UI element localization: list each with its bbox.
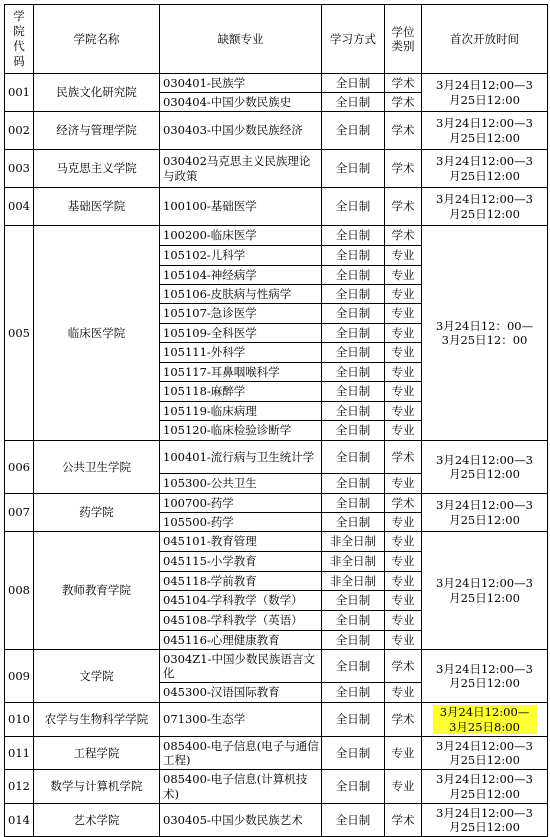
open-time-text: 3月24日12:00—3月25日12:00	[436, 498, 533, 527]
header-mode-text: 学习方式	[330, 31, 376, 46]
study-mode-text: 全日制	[335, 476, 371, 491]
study-mode	[322, 804, 385, 837]
degree-type-text: 专业	[391, 476, 415, 491]
study-mode-text: 非全日制	[330, 573, 376, 588]
degree-type	[385, 494, 422, 513]
open-time-text: 3月24日12:00—3月25日12:00	[436, 805, 533, 834]
study-mode	[322, 363, 385, 382]
open-time	[422, 650, 548, 703]
open-time	[422, 737, 548, 770]
major-name	[160, 266, 322, 285]
study-mode	[322, 226, 385, 246]
college-code-text: 001	[8, 85, 30, 100]
degree-type	[385, 150, 422, 188]
degree-type-text: 专业	[391, 267, 415, 282]
degree-type	[385, 266, 422, 285]
college-name-text: 药学院	[79, 505, 114, 520]
major-name	[160, 112, 322, 150]
degree-type	[385, 532, 422, 552]
degree-type-text: 学术	[391, 75, 415, 90]
college-name-text: 文学院	[79, 668, 114, 683]
study-mode-text: 全日制	[335, 658, 371, 673]
study-mode-text: 全日制	[335, 228, 371, 243]
study-mode	[322, 572, 385, 591]
college-name	[34, 112, 160, 150]
header-code	[4, 4, 34, 74]
major-name	[160, 474, 322, 494]
degree-type	[385, 285, 422, 304]
study-mode	[322, 421, 385, 441]
study-mode-text: 全日制	[335, 384, 371, 399]
college-name-text: 数学与计算机学院	[50, 779, 143, 794]
open-time	[422, 770, 548, 804]
college-code-text: 005	[8, 325, 30, 340]
degree-type	[385, 770, 422, 804]
major-name-text: 045108-学科教学（英语）	[163, 613, 303, 628]
degree-type	[385, 402, 422, 421]
study-mode	[322, 266, 385, 285]
study-mode-text: 全日制	[335, 745, 371, 760]
degree-type-text: 学术	[391, 228, 415, 243]
degree-type	[385, 591, 422, 611]
degree-type-text: 专业	[391, 423, 415, 438]
open-time-text: 3月24日12:00—3月25日12:00	[436, 661, 533, 690]
college-code	[4, 770, 34, 804]
major-name-text: 045104-学科教学（数学）	[163, 593, 303, 608]
degree-type-text: 学术	[391, 812, 415, 827]
major-name	[160, 285, 322, 304]
major-name	[160, 552, 322, 572]
degree-type-text: 学术	[391, 199, 415, 214]
degree-type	[385, 513, 422, 532]
header-major	[160, 4, 322, 74]
college-name	[34, 804, 160, 837]
study-mode-text: 全日制	[335, 345, 371, 360]
degree-type	[385, 631, 422, 650]
vacancy-table	[4, 4, 548, 834]
degree-type	[385, 382, 422, 402]
major-name	[160, 188, 322, 226]
major-name	[160, 226, 322, 246]
college-code-text: 004	[8, 199, 30, 214]
college-name-text: 基础医学院	[67, 199, 126, 214]
study-mode	[322, 494, 385, 513]
college-code	[4, 494, 34, 532]
degree-type-text: 专业	[391, 779, 415, 794]
major-name-text: 105300-公共卫生	[163, 476, 257, 491]
study-mode	[322, 770, 385, 804]
major-name	[160, 382, 322, 402]
degree-type	[385, 552, 422, 572]
college-name-text: 公共卫生学院	[62, 459, 131, 474]
open-time	[422, 532, 548, 650]
header-time	[422, 4, 548, 74]
major-name-text: 105500-药学	[163, 514, 234, 529]
open-time-text: 3月24日12:00—3月25日12:00	[436, 452, 533, 481]
open-time-text: 3月24日12:00—3月25日12:00	[436, 576, 533, 605]
major-name-text: 105117-耳鼻咽喉科学	[163, 364, 280, 379]
college-name	[34, 650, 160, 703]
open-time-text: 3月24日12:00—3月25日12:00	[436, 116, 533, 145]
study-mode-text: 全日制	[335, 685, 371, 700]
study-mode	[322, 552, 385, 572]
degree-type-text: 专业	[391, 364, 415, 379]
degree-type-text: 专业	[391, 514, 415, 529]
college-name	[34, 532, 160, 650]
study-mode	[322, 591, 385, 611]
college-code	[4, 112, 34, 150]
study-mode-text: 全日制	[335, 94, 371, 109]
college-code-text: 008	[8, 583, 30, 598]
degree-type	[385, 304, 422, 324]
study-mode	[322, 737, 385, 770]
degree-type-text: 专业	[391, 593, 415, 608]
major-name-text: 105120-临床检验诊断学	[163, 423, 292, 438]
degree-type-text: 专业	[391, 573, 415, 588]
major-name	[160, 513, 322, 532]
degree-type-text: 学术	[391, 658, 415, 673]
degree-type	[385, 737, 422, 770]
major-name-text: 0304Z1-中国少数民族语言文化	[163, 651, 315, 680]
college-name	[34, 150, 160, 188]
major-name-text: 105119-临床病理	[163, 403, 257, 418]
degree-type-text: 学术	[391, 161, 415, 176]
header-major-text: 缺额专业	[217, 31, 264, 46]
degree-type-text: 学术	[391, 94, 415, 109]
study-mode-text: 全日制	[335, 161, 371, 176]
study-mode-text: 全日制	[335, 123, 371, 138]
major-name-text: 105106-皮肤病与性病学	[163, 286, 292, 301]
college-code-text: 012	[8, 779, 30, 794]
major-name	[160, 494, 322, 513]
open-time	[422, 804, 548, 837]
open-time	[422, 703, 548, 737]
major-name-text: 030403-中国少数民族经济	[163, 123, 303, 138]
college-name-text: 教师教育学院	[62, 583, 131, 598]
study-mode-text: 全日制	[335, 449, 371, 464]
study-mode-text: 全日制	[335, 325, 371, 340]
major-name-text: 045101-教育管理	[163, 534, 257, 549]
study-mode	[322, 150, 385, 188]
degree-type	[385, 650, 422, 683]
study-mode	[322, 402, 385, 421]
college-code-text: 009	[8, 668, 30, 683]
degree-type-text: 专业	[391, 306, 415, 321]
college-code-text: 002	[8, 123, 30, 138]
college-code-text: 007	[8, 505, 30, 520]
major-name	[160, 631, 322, 650]
open-time-text: 3月24日12:00—3月25日12:00	[436, 78, 533, 107]
degree-type	[385, 683, 422, 703]
major-name	[160, 324, 322, 343]
major-name	[160, 737, 322, 770]
college-name	[34, 188, 160, 226]
college-name-text: 工程学院	[73, 745, 120, 760]
degree-type-text: 专业	[391, 325, 415, 340]
study-mode-text: 非全日制	[330, 534, 376, 549]
college-name-text: 民族文化研究院	[56, 85, 137, 100]
degree-type-text: 专业	[391, 384, 415, 399]
study-mode-text: 全日制	[335, 364, 371, 379]
study-mode	[322, 703, 385, 737]
major-name-text: 105118-麻醉学	[163, 384, 246, 399]
open-time	[422, 150, 548, 188]
degree-type-text: 专业	[391, 403, 415, 418]
open-time-text: 3月24日12:00—3月25日8:00	[433, 705, 537, 734]
major-name	[160, 611, 322, 631]
study-mode-text: 全日制	[335, 75, 371, 90]
major-name-text: 105102-儿科学	[163, 248, 246, 263]
study-mode-text: 全日制	[335, 514, 371, 529]
degree-type-text: 学术	[391, 449, 415, 464]
major-name-text: 105109-全科医学	[163, 325, 257, 340]
study-mode-text: 全日制	[335, 632, 371, 647]
major-name	[160, 683, 322, 703]
study-mode-text: 全日制	[335, 199, 371, 214]
major-name-text: 105111-外科学	[163, 345, 246, 360]
study-mode-text: 全日制	[335, 306, 371, 321]
study-mode	[322, 382, 385, 402]
college-name	[34, 441, 160, 494]
degree-type-text: 专业	[391, 613, 415, 628]
degree-type-text: 专业	[391, 745, 415, 760]
open-time	[422, 226, 548, 441]
college-code-text: 011	[8, 745, 30, 760]
study-mode-text: 全日制	[335, 812, 371, 827]
open-time-text: 3月24日12:00—3月25日12:00	[436, 772, 533, 801]
college-code	[4, 226, 34, 441]
degree-type	[385, 188, 422, 226]
major-name	[160, 343, 322, 363]
degree-type	[385, 226, 422, 246]
college-name-text: 艺术学院	[73, 812, 120, 827]
study-mode-text: 全日制	[335, 248, 371, 263]
open-time	[422, 112, 548, 150]
header-code-text: 学院代码	[13, 9, 25, 68]
degree-type	[385, 246, 422, 266]
major-name-text: 045116-心理健康教育	[163, 632, 280, 647]
study-mode	[322, 532, 385, 552]
college-name	[34, 494, 160, 532]
major-name-text: 071300-生态学	[163, 712, 246, 727]
degree-type-text: 专业	[391, 554, 415, 569]
major-name-text: 045115-小学教育	[163, 554, 257, 569]
degree-type	[385, 112, 422, 150]
college-code	[4, 650, 34, 703]
degree-type	[385, 474, 422, 494]
study-mode-text: 全日制	[335, 495, 371, 510]
open-time-text: 3月24日12:00—3月25日12:00	[436, 154, 533, 183]
study-mode-text: 全日制	[335, 423, 371, 438]
major-name-text: 085400-电子信息(电子与通信工程)	[163, 738, 319, 767]
open-time	[422, 441, 548, 494]
major-name	[160, 363, 322, 382]
major-name-text: 100200-临床医学	[163, 228, 257, 243]
study-mode	[322, 188, 385, 226]
major-name	[160, 421, 322, 441]
major-name-text: 045118-学前教育	[163, 573, 257, 588]
degree-type-text: 学术	[391, 123, 415, 138]
study-mode	[322, 631, 385, 650]
degree-type	[385, 804, 422, 837]
header-college	[34, 4, 160, 74]
major-name-text: 030401-民族学	[163, 75, 246, 90]
study-mode	[322, 441, 385, 474]
study-mode	[322, 246, 385, 266]
college-name-text: 临床医学院	[67, 325, 126, 340]
major-name-text: 030404-中国少数民族史	[163, 94, 292, 109]
degree-type	[385, 421, 422, 441]
college-code	[4, 74, 34, 112]
study-mode	[322, 304, 385, 324]
major-name	[160, 591, 322, 611]
study-mode-text: 全日制	[335, 267, 371, 282]
college-code-text: 006	[8, 459, 30, 474]
study-mode-text: 全日制	[335, 712, 371, 727]
college-name-text: 马克思主义学院	[56, 161, 137, 176]
major-name-text: 105104-神经病学	[163, 267, 257, 282]
degree-type-text: 专业	[391, 632, 415, 647]
major-name	[160, 150, 322, 188]
study-mode	[322, 474, 385, 494]
major-name	[160, 246, 322, 266]
college-code-text: 003	[8, 161, 30, 176]
major-name-text: 100700-药学	[163, 495, 234, 510]
study-mode	[322, 74, 385, 93]
major-name	[160, 532, 322, 552]
study-mode	[322, 611, 385, 631]
major-name-text: 100100-基础医学	[163, 199, 257, 214]
study-mode-text: 全日制	[335, 403, 371, 418]
study-mode-text: 全日制	[335, 613, 371, 628]
study-mode-text: 全日制	[335, 286, 371, 301]
degree-type-text: 专业	[391, 685, 415, 700]
major-name-text: 045300-汉语国际教育	[163, 685, 280, 700]
college-code	[4, 703, 34, 737]
major-name	[160, 402, 322, 421]
study-mode	[322, 650, 385, 683]
major-name-text: 030405-中国少数民族艺术	[163, 812, 303, 827]
degree-type-text: 专业	[391, 534, 415, 549]
college-code	[4, 188, 34, 226]
college-name-text: 农学与生物科学学院	[44, 712, 149, 727]
major-name	[160, 441, 322, 474]
degree-type	[385, 93, 422, 112]
study-mode	[322, 285, 385, 304]
major-name	[160, 770, 322, 804]
degree-type-text: 专业	[391, 286, 415, 301]
college-name	[34, 737, 160, 770]
degree-type	[385, 363, 422, 382]
major-name-text: 030402马克思主义民族理论与政策	[163, 154, 311, 183]
major-name	[160, 93, 322, 112]
college-name-text: 经济与管理学院	[56, 123, 137, 138]
degree-type-text: 专业	[391, 345, 415, 360]
study-mode	[322, 513, 385, 532]
college-code	[4, 150, 34, 188]
document-page	[4, 4, 548, 834]
college-code	[4, 441, 34, 494]
major-name-text: 085400-电子信息(计算机技术)	[163, 772, 308, 801]
major-name	[160, 304, 322, 324]
study-mode	[322, 324, 385, 343]
degree-type-text: 学术	[391, 712, 415, 727]
header-college-text: 学院名称	[73, 31, 120, 46]
degree-type-text: 专业	[391, 248, 415, 263]
degree-type	[385, 324, 422, 343]
major-name-text: 100401-流行病与卫生统计学	[163, 449, 315, 464]
college-code-text: 010	[8, 712, 30, 727]
study-mode	[322, 683, 385, 703]
degree-type	[385, 572, 422, 591]
college-name	[34, 703, 160, 737]
college-name	[34, 74, 160, 112]
open-time	[422, 494, 548, 532]
open-time-text: 3月24日12：00—3月25日12：00	[435, 318, 534, 347]
degree-type	[385, 74, 422, 93]
study-mode	[322, 343, 385, 363]
study-mode	[322, 93, 385, 112]
study-mode-text: 非全日制	[330, 554, 376, 569]
study-mode	[322, 112, 385, 150]
major-name	[160, 650, 322, 683]
college-code	[4, 804, 34, 837]
degree-type	[385, 703, 422, 737]
degree-type	[385, 611, 422, 631]
open-time-text: 3月24日12:00—3月25日12:00	[436, 192, 533, 221]
major-name-text: 105107-急诊医学	[163, 306, 257, 321]
college-name	[34, 770, 160, 804]
open-time-text: 3月24日12:00—3月25日12:00	[436, 738, 533, 767]
major-name	[160, 74, 322, 93]
degree-type	[385, 343, 422, 363]
major-name	[160, 804, 322, 837]
header-degree	[385, 4, 422, 74]
major-name	[160, 572, 322, 591]
header-degree-text: 学位类别	[391, 24, 415, 53]
study-mode-text: 全日制	[335, 779, 371, 794]
college-code-text: 014	[8, 812, 30, 827]
college-code	[4, 737, 34, 770]
header-mode	[322, 4, 385, 74]
study-mode-text: 全日制	[335, 593, 371, 608]
degree-type	[385, 441, 422, 474]
open-time	[422, 74, 548, 112]
header-time-text: 首次开放时间	[450, 31, 519, 46]
degree-type-text: 学术	[391, 495, 415, 510]
college-name	[34, 226, 160, 441]
college-code	[4, 532, 34, 650]
open-time	[422, 188, 548, 226]
major-name	[160, 703, 322, 737]
